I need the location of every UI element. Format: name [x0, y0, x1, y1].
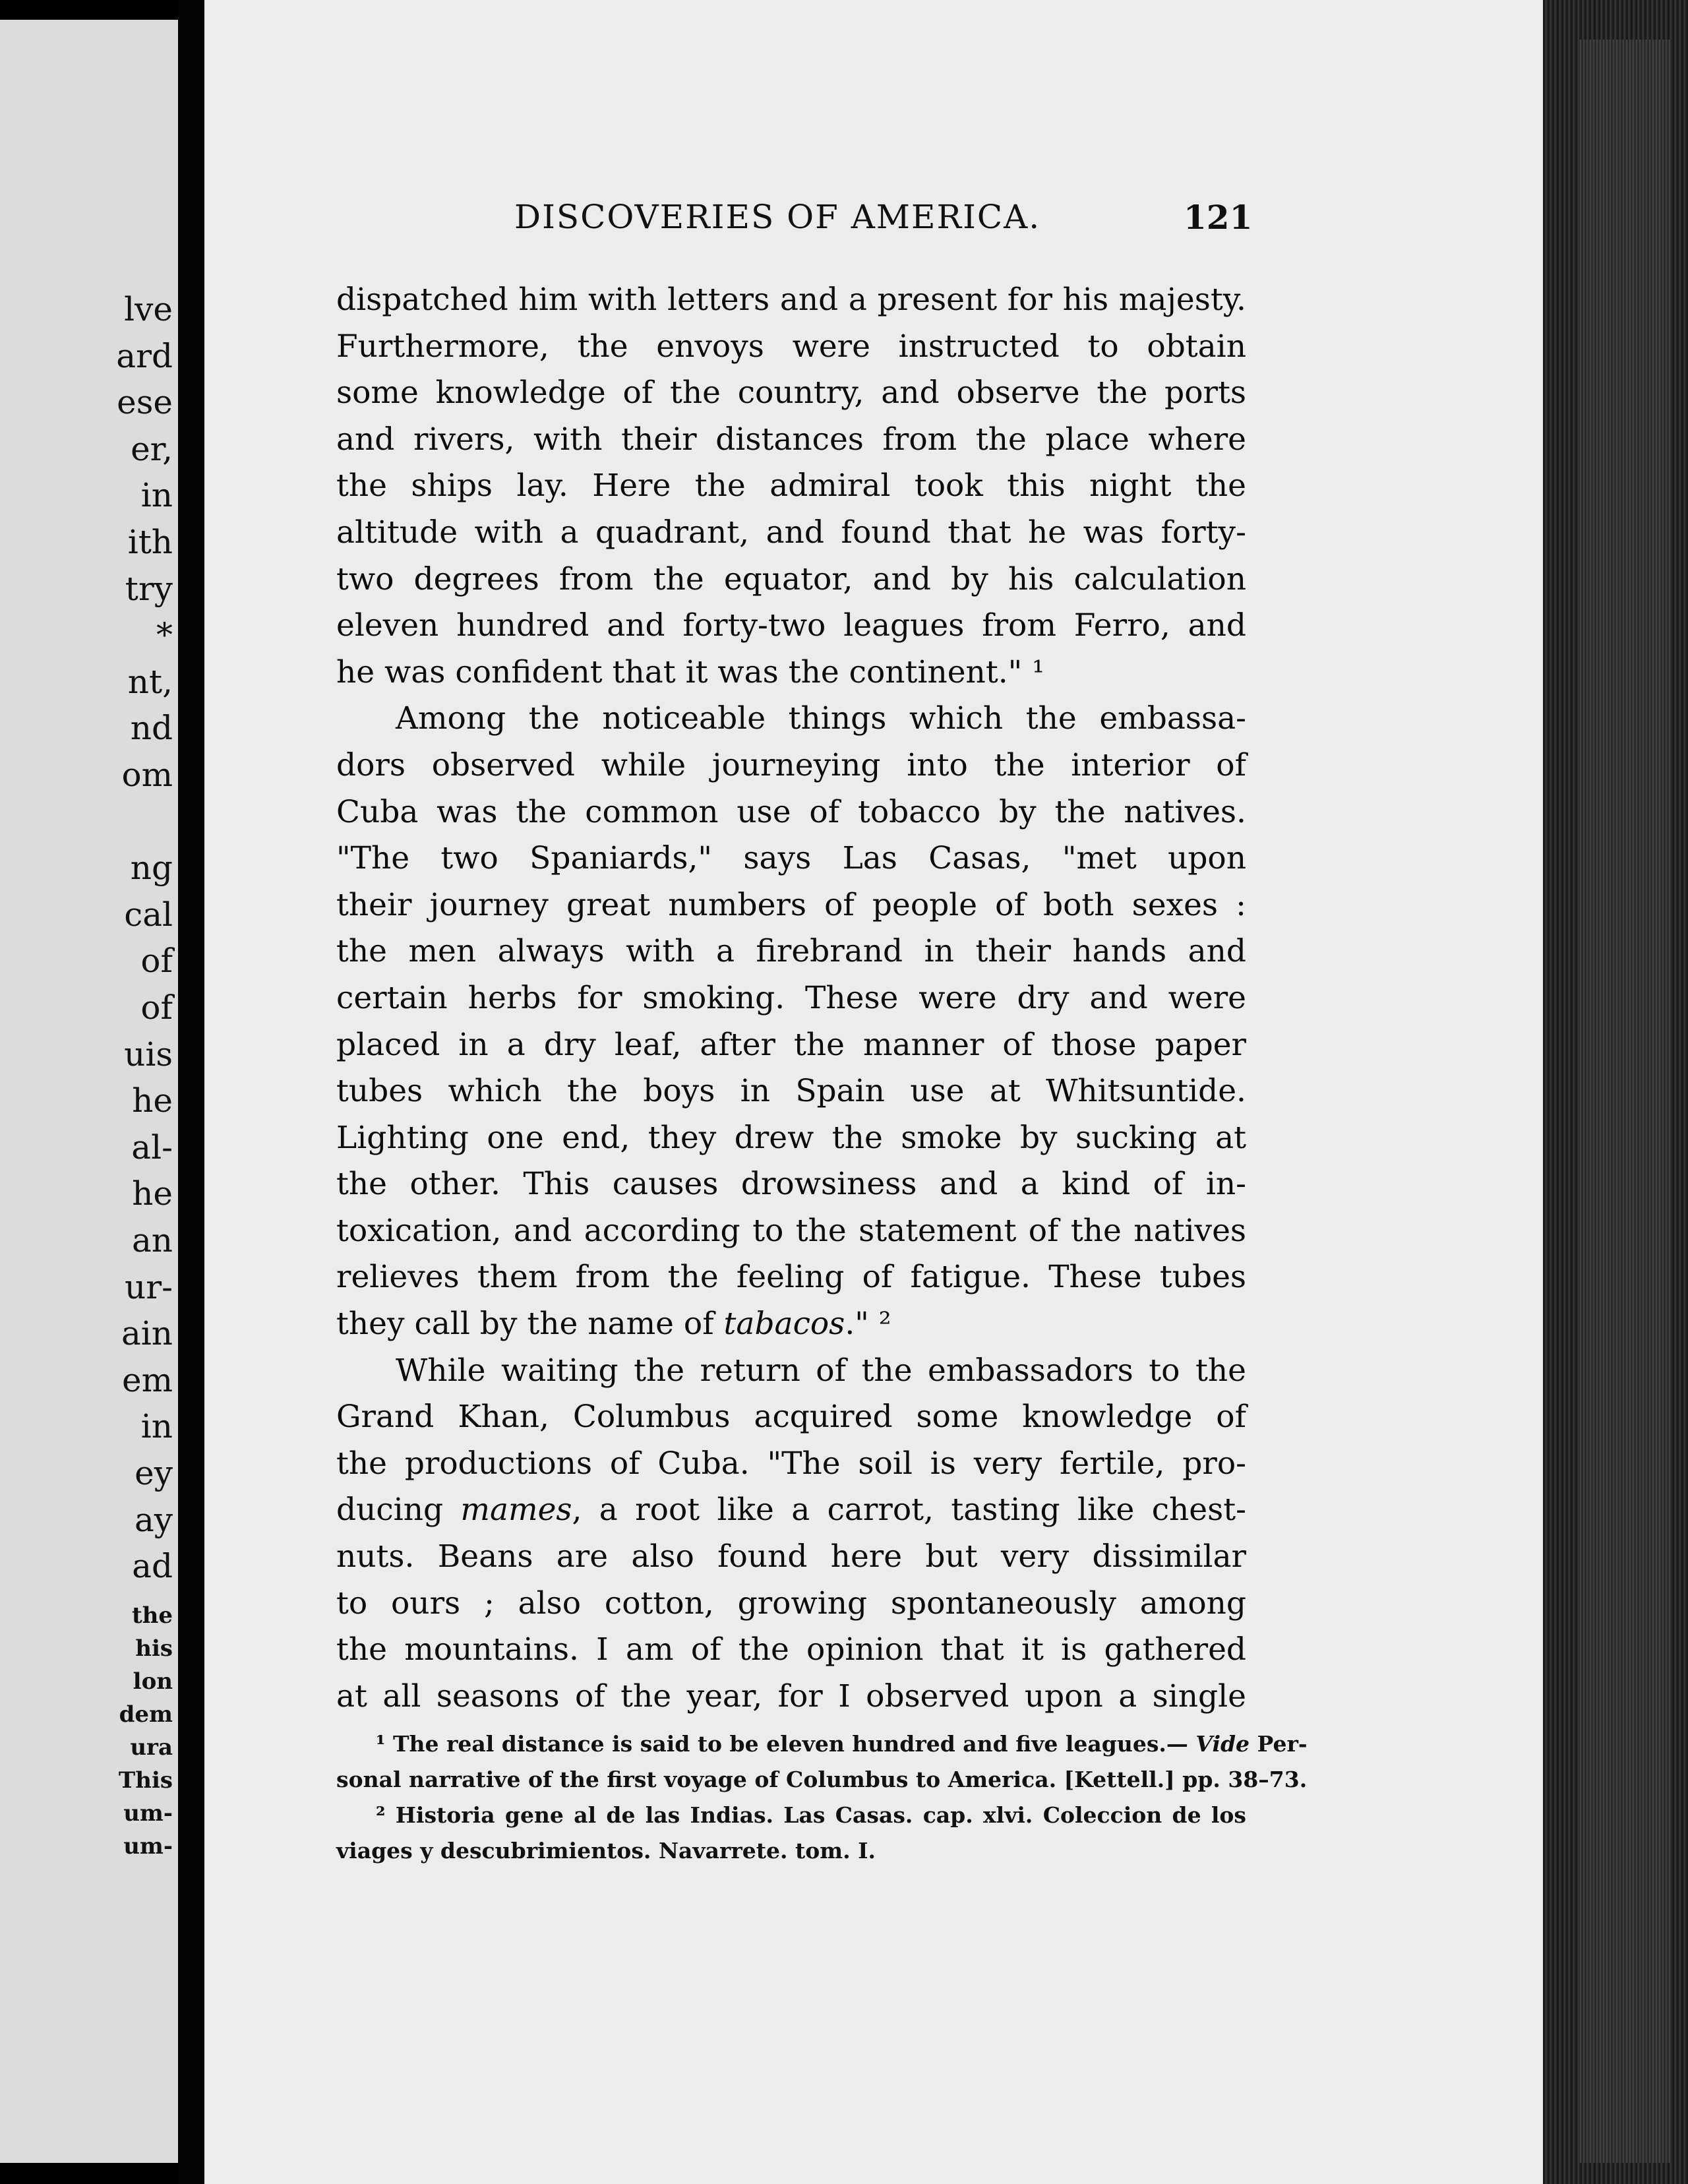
left-page-fragment: nt,	[127, 662, 173, 701]
left-page-fragment: ad	[132, 1547, 173, 1586]
text-line: altitude with a quadrant, and found that he was forty-	[336, 514, 1246, 551]
text-line: the men always with a firebrand in their hands and	[336, 933, 1246, 970]
text-line: tubes which the boys in Spain use at Whitsuntide.	[336, 1073, 1246, 1110]
left-page-fragment: lon	[133, 1668, 173, 1695]
text-line: toxication, and according to the statement of the natives	[336, 1212, 1246, 1249]
text-line: placed in a dry leaf, after the manner of those paper	[336, 1026, 1246, 1063]
left-page-fragment: ith	[127, 523, 173, 561]
left-page-fragment: ey	[135, 1454, 173, 1492]
left-page-fragment: uis	[124, 1035, 173, 1074]
left-page-fragment: of	[140, 942, 173, 981]
text-line: Lighting one end, they drew the smoke by sucking at	[336, 1119, 1246, 1156]
text-line: Cuba was the common use of tobacco by the natives.	[336, 793, 1246, 830]
left-page-fragment: ese	[117, 383, 173, 422]
left-page-fragment: em	[121, 1360, 173, 1399]
left-page-fragment: ur-	[125, 1267, 173, 1306]
left-page-fragment: in	[140, 476, 173, 515]
running-head: DISCOVERIES OF AMERICA.	[514, 198, 1041, 236]
left-page-fragment: cal	[124, 895, 173, 934]
text-line: certain herbs for smoking. These were dry and were	[336, 979, 1246, 1016]
left-page-fragment: ain	[121, 1314, 173, 1353]
footnote-line: viages y descubrimientos. Navarrete. tom. I.	[336, 1838, 876, 1864]
text-line: nuts. Beans are also found here but very dissimilar	[336, 1538, 1246, 1575]
footnote-line: sonal narrative of the first voyage of Columbus to America. [Kettell.] pp. 38–73.	[336, 1767, 1308, 1792]
text-line: the ships lay. Here the admiral took this night the	[336, 468, 1246, 504]
text-line: eleven hundred and forty-two leagues from Ferro, and	[336, 607, 1246, 644]
left-page-fragment: *	[156, 616, 173, 655]
left-page-fragment: of	[140, 988, 173, 1027]
text-line: the mountains. I am of the opinion that it is gathered	[336, 1631, 1246, 1668]
left-page-fragment: lve	[124, 290, 173, 328]
left-page-fragment: ura	[130, 1734, 173, 1761]
left-facing-page	[0, 20, 178, 2163]
text-line: some knowledge of the country, and observe the ports	[336, 375, 1246, 411]
text-line: at all seasons of the year, for I observed upon a single	[336, 1678, 1246, 1714]
text-line: they call by the name of tabacos." ²	[336, 1306, 891, 1343]
left-page-fragment: al-	[131, 1128, 173, 1167]
text-line: ducing mames, a root like a carrot, tasting like chest-	[336, 1492, 1246, 1529]
text-line: their journey great numbers of people of both sexes :	[336, 886, 1246, 923]
left-page-fragment: nd	[130, 709, 173, 748]
page-number: 121	[1184, 198, 1253, 237]
left-page-fragment: ng	[130, 849, 173, 888]
text-line: dors observed while journeying into the interior of	[336, 746, 1246, 783]
left-page-fragment: he	[132, 1081, 173, 1120]
book-page-edges-inner	[1579, 40, 1672, 2163]
left-page-fragment: in	[140, 1407, 173, 1446]
left-page-fragment: ard	[116, 336, 173, 375]
left-page-fragment: try	[125, 569, 173, 608]
left-page-fragment: an	[131, 1221, 173, 1259]
left-page-fragment: ay	[134, 1500, 173, 1539]
left-page-fragment: the	[131, 1602, 173, 1629]
text-line: and rivers, with their distances from the place where	[336, 421, 1246, 458]
text-line: he was confident that it was the continent." ¹	[336, 653, 1045, 690]
footnote-line: ² Historia gene al de las Indias. Las Casas. cap. xlvi. Coleccion de los	[376, 1802, 1246, 1828]
left-page-fragment: This	[118, 1767, 173, 1794]
left-page-fragment: his	[135, 1635, 173, 1662]
left-page-fragment: he	[132, 1174, 173, 1213]
text-line: Grand Khan, Columbus acquired some knowledge of	[336, 1399, 1246, 1436]
book-gutter	[178, 0, 204, 2184]
text-line: two degrees from the equator, and by his calculation	[336, 561, 1246, 597]
text-line: the productions of Cuba. "The soil is very fertile, pro-	[336, 1445, 1246, 1482]
text-line: the other. This causes drowsiness and a kind of in-	[336, 1166, 1246, 1203]
left-page-fragment: er,	[131, 429, 173, 468]
text-line: dispatched him with letters and a present for his majesty.	[336, 282, 1246, 318]
text-line: Among the noticeable things which the embassa-	[396, 700, 1246, 737]
text-line: to ours ; also cotton, growing spontaneously among	[336, 1585, 1246, 1622]
footnotes	[336, 1726, 1308, 1869]
text-line: "The two Spaniards," says Las Casas, "met upon	[336, 840, 1246, 877]
left-page-fragment: um-	[123, 1833, 173, 1860]
left-page-fragment: um-	[123, 1800, 173, 1827]
text-line: While waiting the return of the embassadors to the	[396, 1352, 1246, 1389]
footnote-line: ¹ The real distance is said to be eleven hundred and five leagues.— Vide Per-	[376, 1731, 1308, 1757]
text-line: Furthermore, the envoys were instructed to obtain	[336, 328, 1246, 365]
left-page-fragment: om	[121, 756, 173, 794]
left-page-fragment: dem	[119, 1701, 173, 1728]
text-line: relieves them from the feeling of fatigue. These tubes	[336, 1259, 1246, 1296]
body-text	[336, 277, 1246, 1720]
